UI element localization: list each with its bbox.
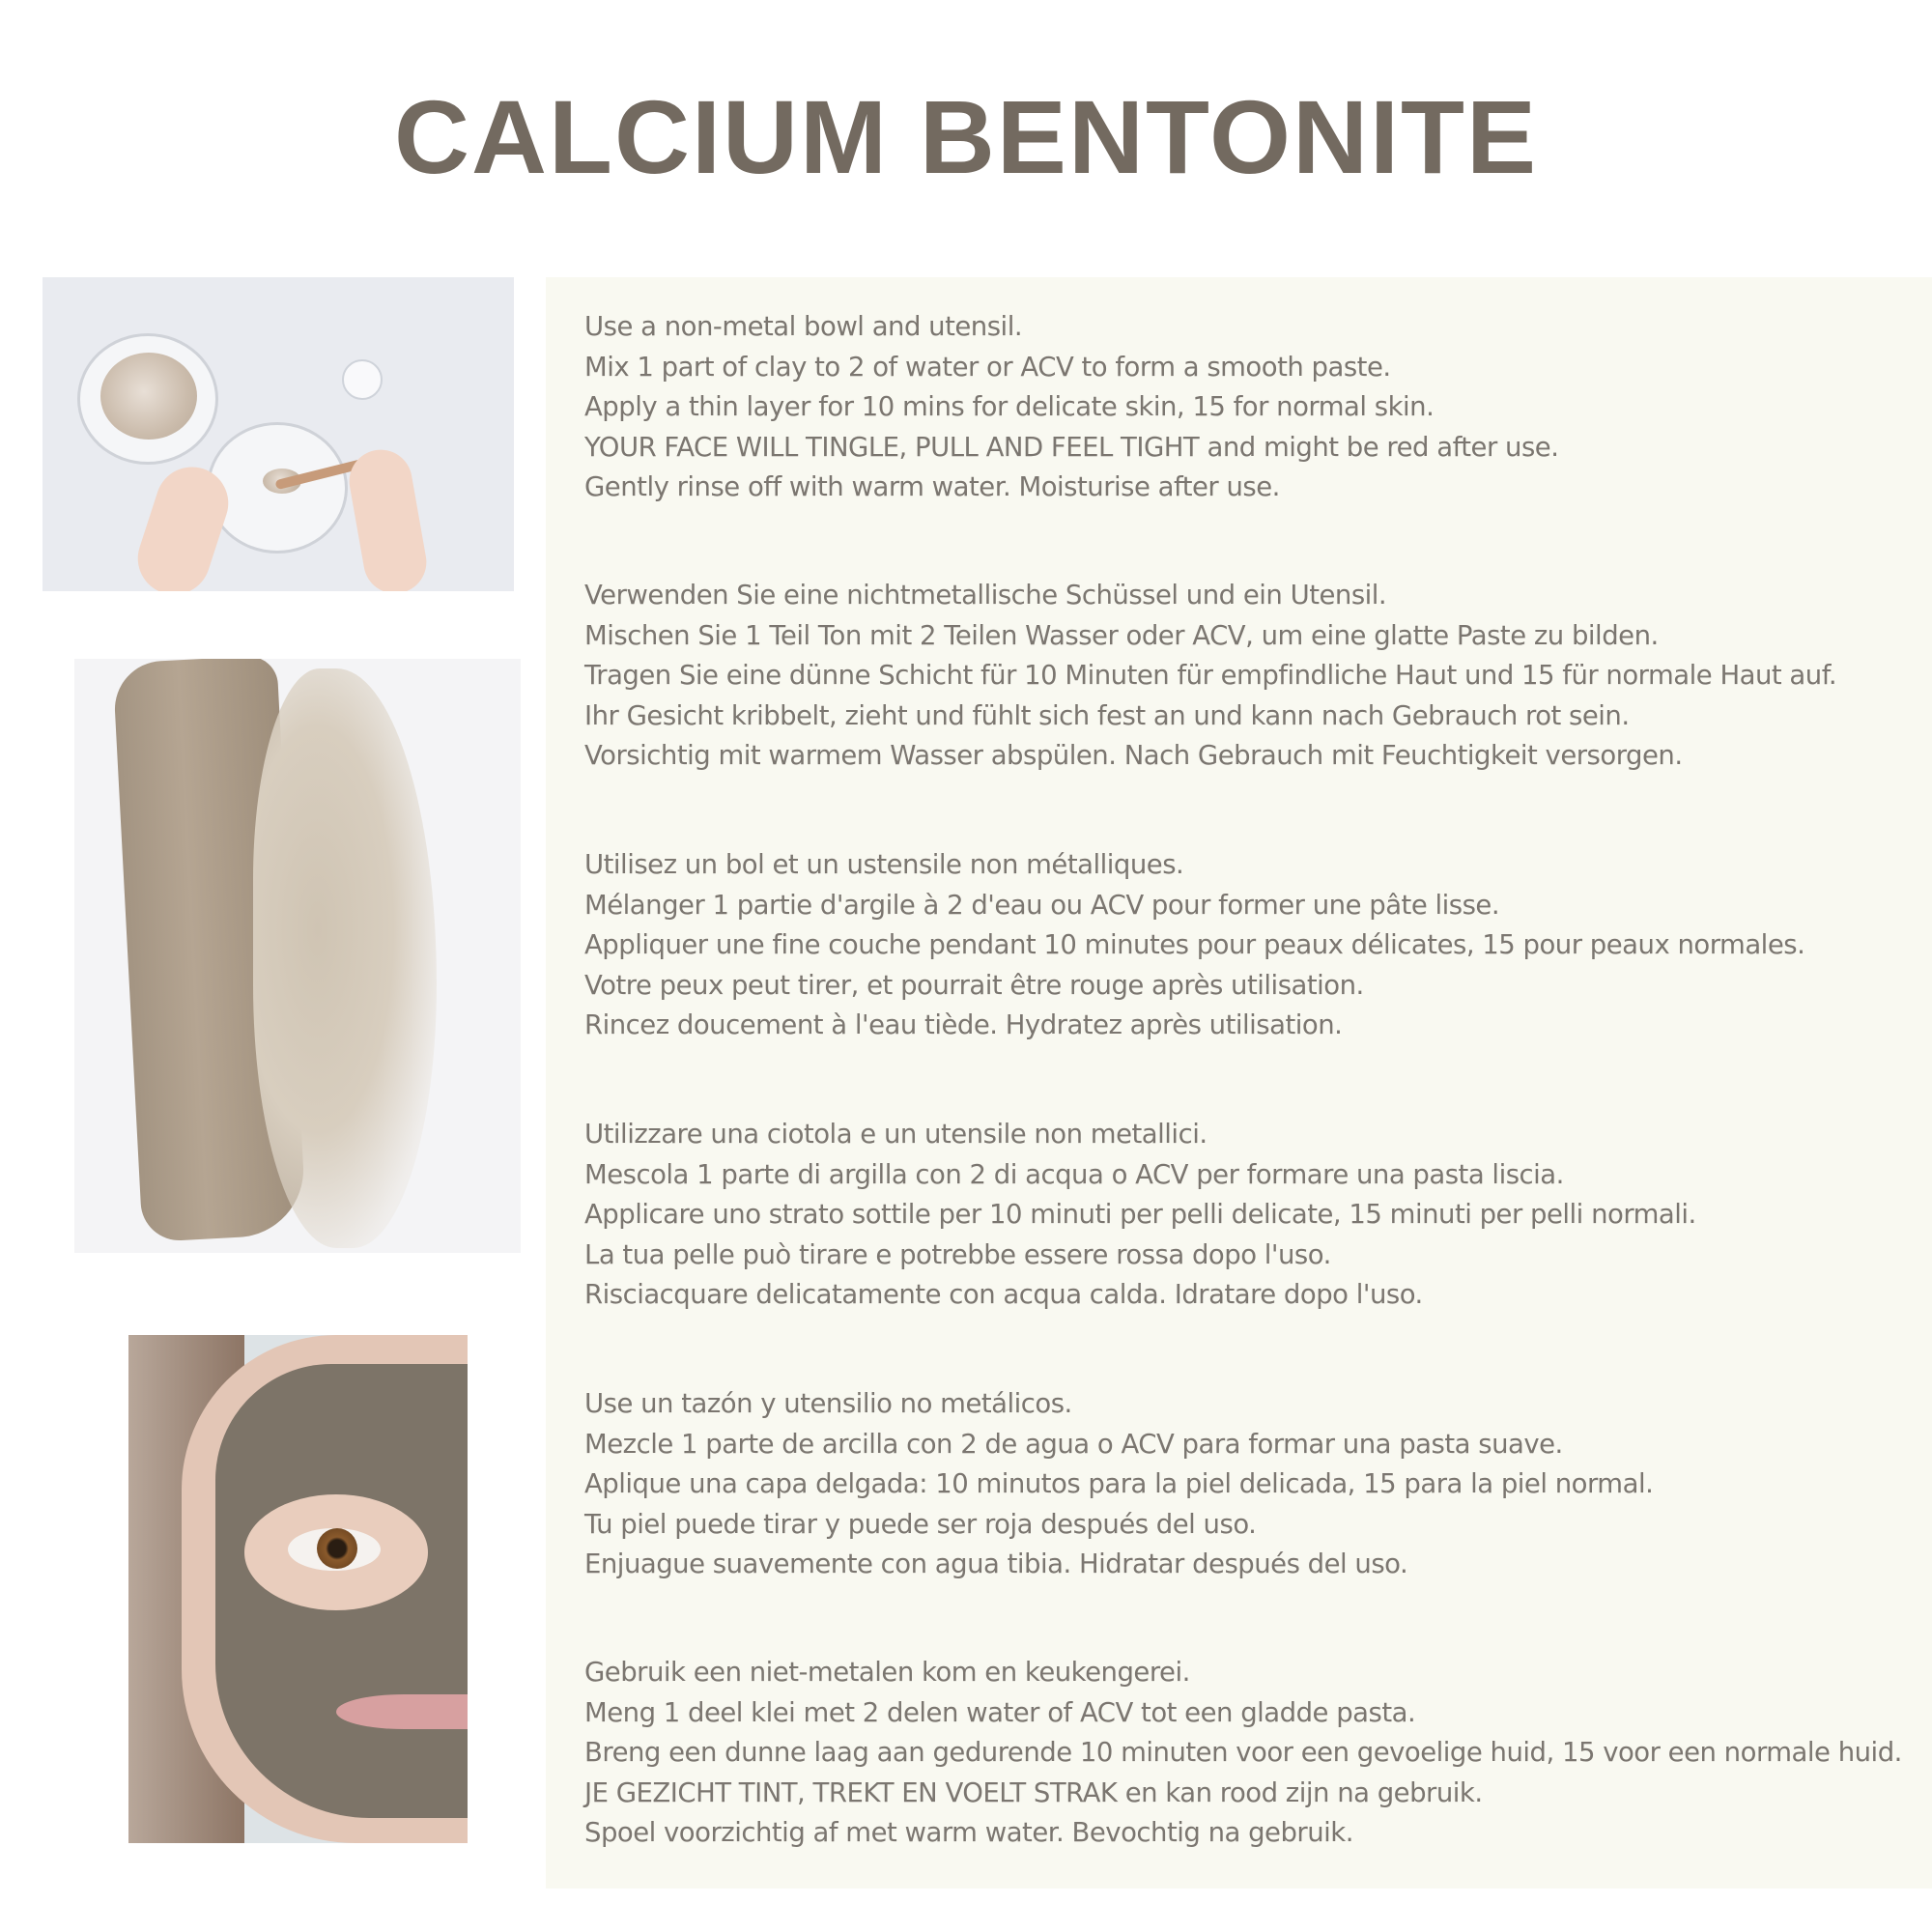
clay-pile [100,353,197,440]
instruction-line: Mischen Sie 1 Teil Ton mit 2 Teilen Wasser oder ACV, um eine glatte Paste zu bilden. [584,619,1659,651]
bottle [342,359,383,400]
instruction-line: La tua pelle può tirare e potrebbe essere rossa dopo l'uso. [584,1238,1331,1270]
clay-smear-photo [74,659,521,1253]
instruction-line: Mescola 1 parte di argilla con 2 di acqua o ACV per formare una pasta liscia. [584,1158,1564,1190]
instruction-line: Apply a thin layer for 10 mins for delicate skin, 15 for normal skin. [584,391,1435,422]
instruction-line: Mix 1 part of clay to 2 of water or ACV to form a smooth paste. [584,351,1391,383]
instruction-line: Ihr Gesicht kribbelt, zieht und fühlt sich fest an und kann nach Gebrauch rot sein. [584,699,1630,731]
instruction-line: Vorsichtig mit warmem Wasser abspülen. Nach Gebrauch mit Feuchtigkeit versorgen. [584,740,1683,771]
instruction-line: Tragen Sie eine dünne Schicht für 10 Minuten für empfindliche Haut und 15 für normale Haut auf. [584,660,1837,691]
instruction-line: YOUR FACE WILL TINGLE, PULL AND FEEL TIGHT and might be red after use. [584,431,1559,463]
instruction-line: Aplique una capa delgada: 10 minutos para la piel delicada, 15 para la piel normal. [584,1468,1654,1499]
instructions-dutch [584,1653,1918,1854]
instruction-line: Mezcle 1 parte de arcilla con 2 de agua o ACV para formar una pasta suave. [584,1428,1563,1460]
instruction-line: Gently rinse off with warm water. Moisturise after use. [584,471,1280,502]
right-hand [344,444,431,591]
lips [336,1694,468,1729]
instructions-spanish [584,1384,1918,1585]
instruction-line: Mélanger 1 partie d'argile à 2 d'eau ou ACV pour former une pâte lisse. [584,889,1500,921]
instruction-line: Enjuague suavemente con agua tibia. Hidratar después del uso. [584,1548,1408,1579]
instructions-panel [546,277,1932,1889]
instructions-italian [584,1115,1918,1316]
instruction-line: Use a non-metal bowl and utensil. [584,311,1023,342]
instruction-line: Risciacquare delicatamente con acqua calda. Idratare dopo l'uso. [584,1279,1423,1310]
instructions-german [584,576,1918,777]
iris [317,1528,357,1569]
instruction-line: Use un tazón y utensilio no metálicos. [584,1388,1072,1419]
instructions-french [584,845,1918,1046]
instruction-line: Utilisez un bol et un ustensile non métalliques. [584,849,1184,880]
face-mask-photo [128,1335,468,1843]
instruction-line: Breng een dunne laag aan gedurende 10 minuten voor een gevoelige huid, 15 voor een normale huid. [584,1737,1902,1768]
instruction-line: Verwenden Sie eine nichtmetallische Schüssel und ein Utensil. [584,580,1387,611]
instruction-line: Tu piel puede tirar y puede ser roja después del uso. [584,1508,1257,1540]
instruction-line: Spoel voorzichtig af met warm water. Bevochtig na gebruik. [584,1817,1353,1848]
instruction-line: Rincez doucement à l'eau tiède. Hydratez après utilisation. [584,1009,1343,1040]
instruction-line: Utilizzare una ciotola e un utensile non metallici. [584,1119,1208,1150]
instruction-line: Votre peux peut tirer, et pourrait être rouge après utilisation. [584,969,1364,1001]
instructions-english [584,307,1918,508]
instruction-line: Gebruik een niet-metalen kom en keukengerei. [584,1657,1190,1688]
clay-bowls-photo [43,277,514,591]
clay-powder [253,668,437,1248]
instruction-line: JE GEZICHT TINT, TREKT EN VOELT STRAK en kan rood zijn na gebruik. [584,1776,1483,1808]
page-title: CALCIUM BENTONITE [394,78,1538,195]
instruction-line: Appliquer une fine couche pendant 10 minutes pour peaux délicates, 15 pour peaux normales. [584,929,1805,960]
instruction-line: Applicare uno strato sottile per 10 minuti per pelli delicate, 15 minuti per pelli normali. [584,1199,1696,1230]
instruction-line: Meng 1 deel klei met 2 delen water of ACV tot een gladde pasta. [584,1696,1416,1728]
